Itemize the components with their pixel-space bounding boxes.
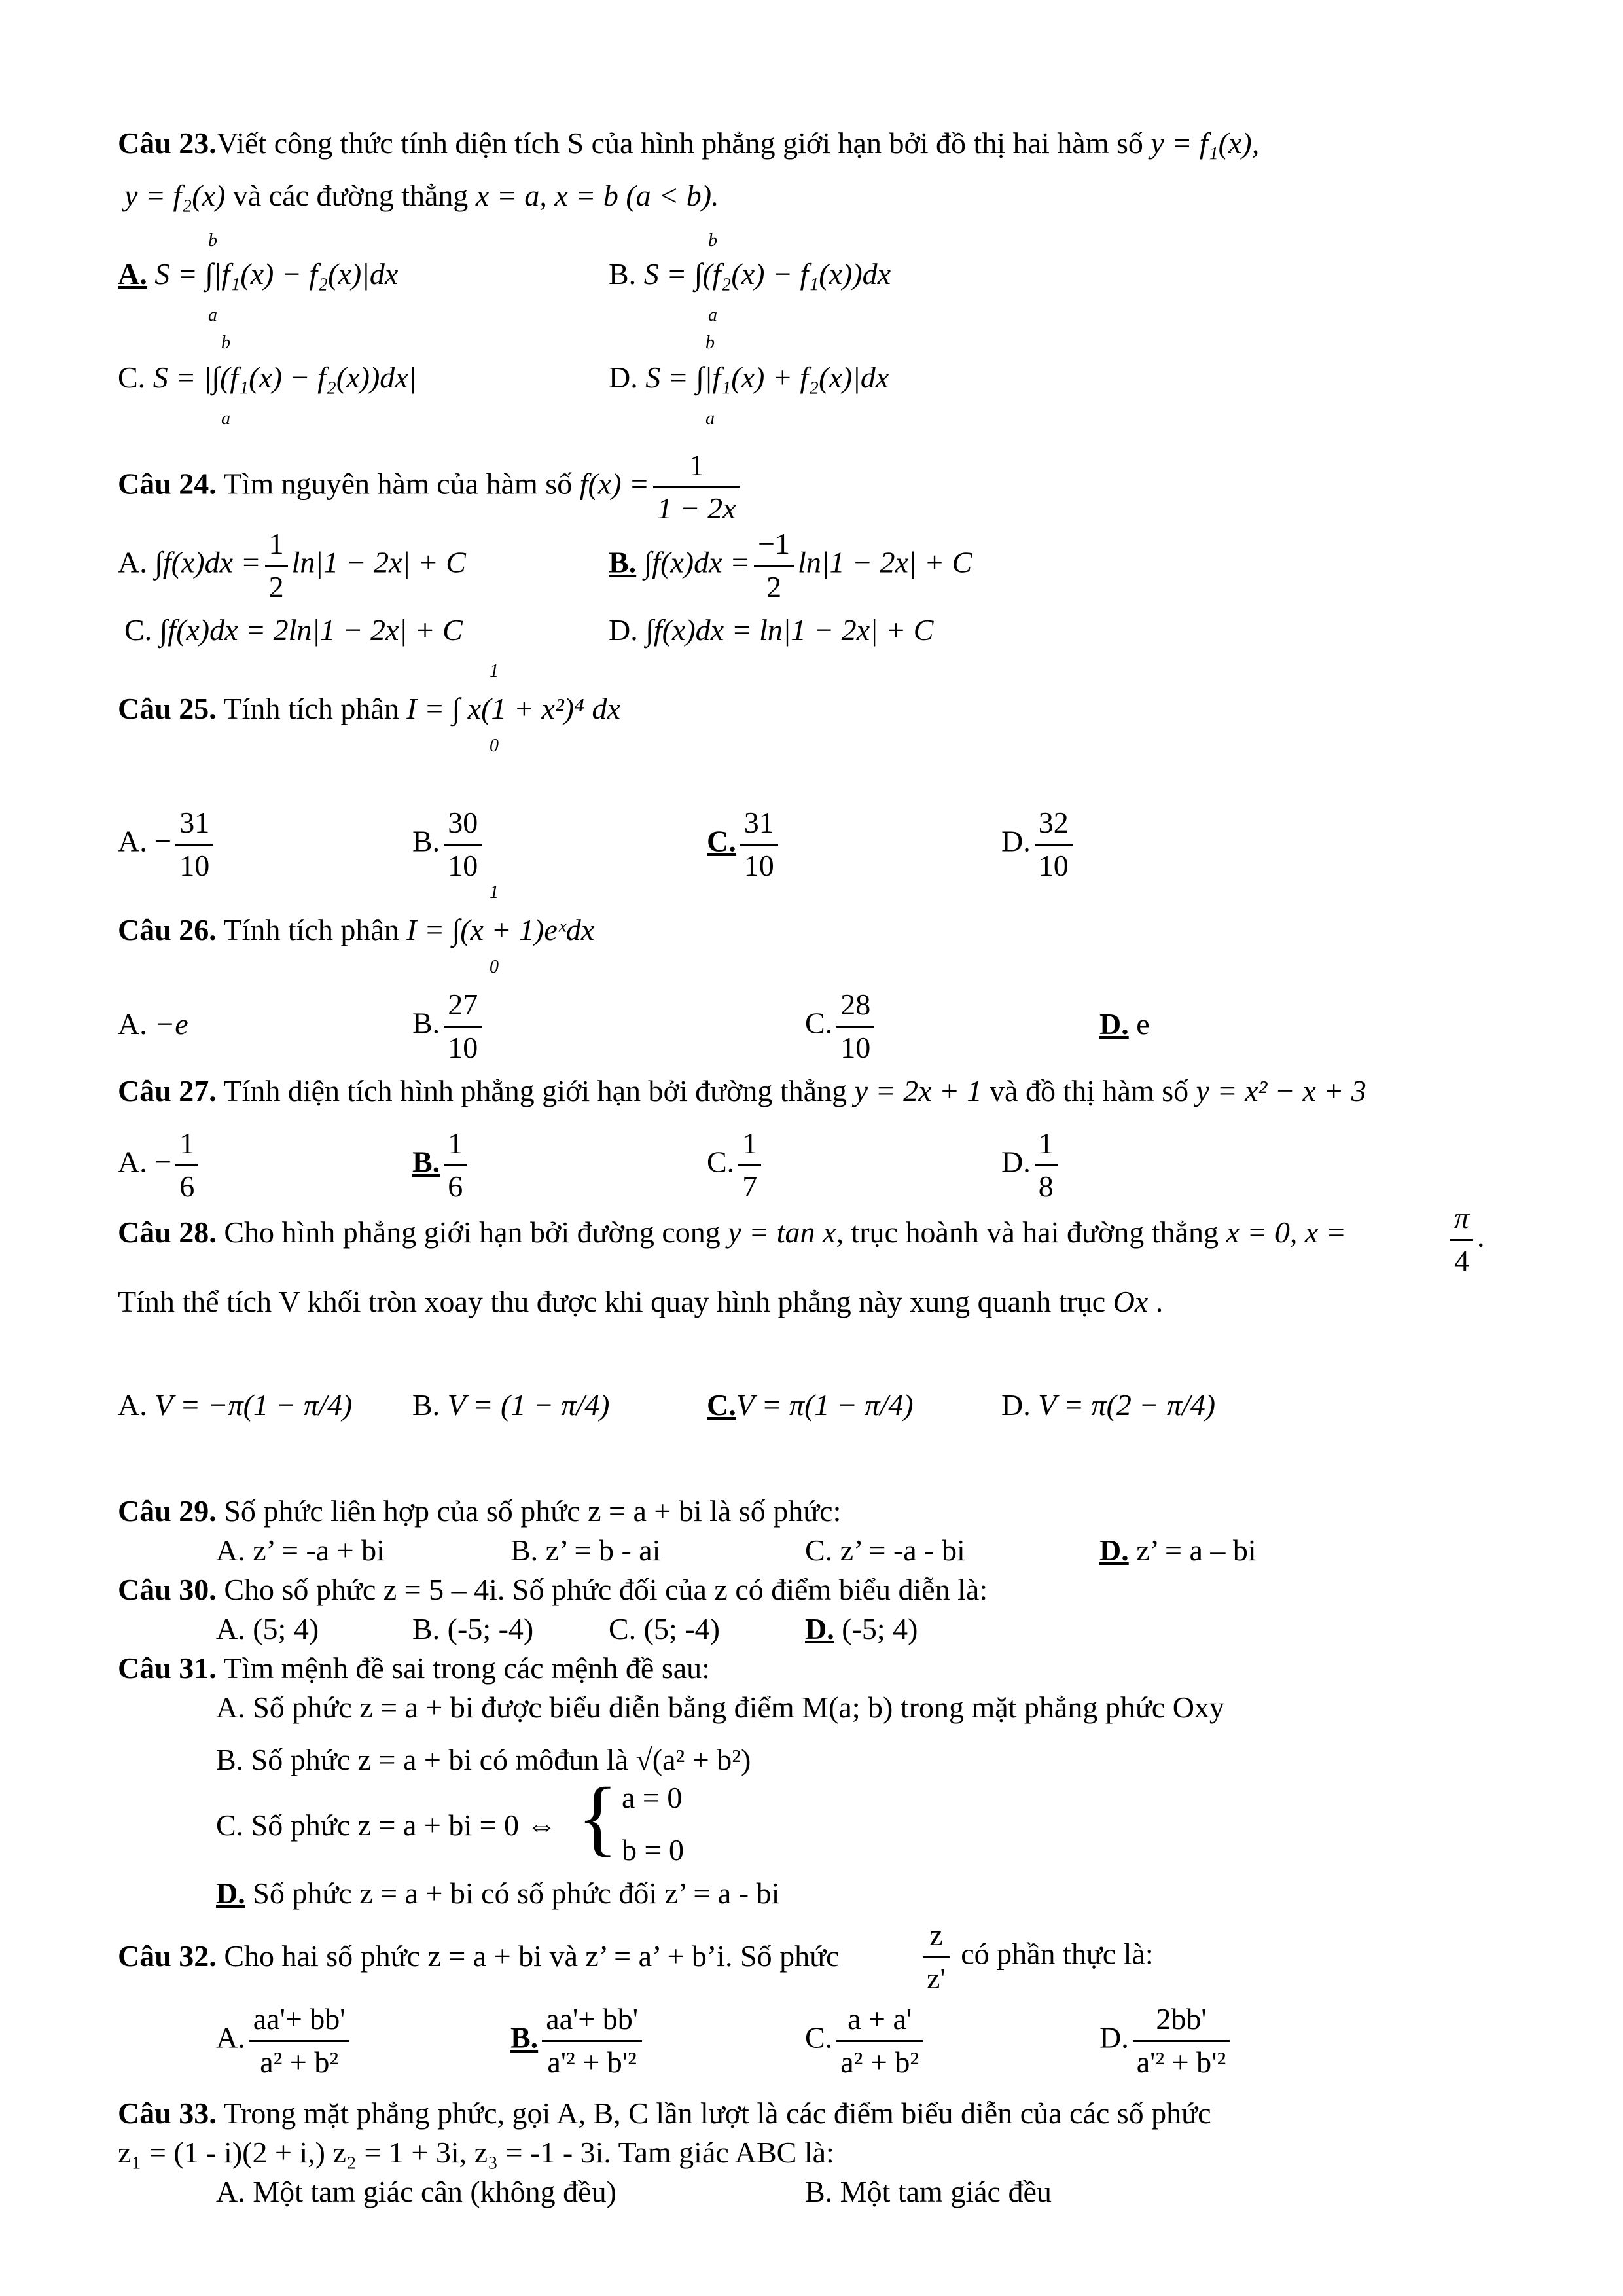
q23-c-lower: a — [221, 408, 230, 429]
q24-b-post: ln|1 − 2x| + C — [798, 545, 972, 579]
q23-line2 — [124, 181, 719, 211]
q23-a-lower: a — [208, 305, 217, 325]
q24-option-a[interactable] — [118, 528, 466, 603]
q26-expr: I = ∫(x + 1)eˣdx — [406, 913, 595, 946]
q30-option-b[interactable]: B. (-5; -4) — [412, 1612, 534, 1645]
q28-option-b[interactable] — [412, 1390, 610, 1420]
q26-a-val: −e — [154, 1007, 188, 1041]
q28-text: Cho hình phẳng giới hạn bởi đường cong — [224, 1215, 721, 1249]
q28-pi: π — [1450, 1202, 1473, 1241]
q25-d-num: 32 — [1035, 806, 1073, 846]
q28-label: Câu 28. — [118, 1215, 217, 1249]
q30-option-a[interactable]: A. (5; 4) — [216, 1612, 319, 1645]
q28-axis: Ox — [1113, 1285, 1149, 1318]
q28-line2-text: Tính thể tích V khối tròn xoay thu được khi quay hình phẳng này xung quanh trục — [118, 1285, 1106, 1318]
q28-a-label: A. — [118, 1388, 147, 1422]
q32-text: Cho hai số phức z = a + bi và z’ = a’ + b’i. Số phức — [224, 1939, 840, 1973]
q28-option-d[interactable] — [1001, 1390, 1215, 1420]
q26-b-label: B. — [412, 1006, 440, 1040]
q23-option-b[interactable] — [609, 259, 891, 289]
q29-option-b[interactable]: B. z’ = b - ai — [510, 1534, 661, 1567]
q31-b-text: B. Số phức z = a + bi có môđun là — [216, 1743, 629, 1776]
q31-c-text: C. Số phức z = a + bi = 0 ⇔ — [216, 1808, 557, 1842]
q26-text: Tính tích phân — [223, 913, 399, 946]
q27-curve: y = x² − x + 3 — [1196, 1074, 1366, 1107]
q28-b-label: B. — [412, 1388, 440, 1422]
q25-a-label: A. — [118, 824, 147, 858]
q32-b-label: B. — [510, 2020, 539, 2054]
q28-b-expr: V = (1 − π/4) — [447, 1388, 610, 1422]
q25-c-den: 10 — [743, 848, 774, 882]
q27-a-frac — [175, 1127, 198, 1203]
q23-f2: y = f₂(x) — [124, 179, 226, 212]
q25-text: Tính tích phân — [223, 692, 399, 725]
q31-option-d[interactable] — [216, 1878, 779, 1909]
q32-frac-den: z' — [927, 1961, 946, 1995]
q23-c-label: C. — [118, 361, 146, 394]
q26-upper: 1 — [490, 882, 499, 903]
q23-b-label: B. — [609, 257, 637, 291]
q27-a-label: A. — [118, 1145, 147, 1179]
q23-f1: y = f₁(x), — [1150, 126, 1260, 160]
q24-option-b[interactable] — [609, 528, 972, 603]
q32-a-den: a² + b² — [260, 2045, 339, 2079]
q32-option-d[interactable] — [1099, 2003, 1234, 2079]
q24-label: Câu 24. — [118, 467, 217, 501]
q27-option-a[interactable] — [118, 1127, 202, 1203]
q29-label: Câu 29. — [118, 1494, 217, 1528]
q32-option-c[interactable] — [805, 2003, 927, 2079]
q26-c-label: C. — [805, 1006, 833, 1040]
q27-c-den: 7 — [742, 1169, 758, 1203]
q24-fraction — [653, 449, 740, 525]
q28-four: 4 — [1454, 1244, 1470, 1278]
q32-tail: có phần thực là: — [961, 1937, 1154, 1971]
q27-d-frac — [1035, 1127, 1058, 1203]
q26-b-den: 10 — [448, 1030, 478, 1064]
q25-b-label: B. — [412, 824, 440, 858]
q27-stem — [118, 1076, 1366, 1106]
q31-d-label: D. — [216, 1876, 245, 1910]
q25-d-label: D. — [1001, 824, 1031, 858]
q24-option-d[interactable] — [609, 615, 933, 645]
q26-option-a[interactable] — [118, 1009, 188, 1039]
q23-text: Viết công thức tính diện tích S của hình phẳng giới hạn bởi đồ thị hai hàm số — [216, 126, 1143, 160]
q28-bound-frac: $\frac{\pi}{4}$ . — [1446, 1202, 1485, 1278]
q29-option-d[interactable] — [1099, 1535, 1257, 1566]
q26-b-frac — [444, 988, 482, 1064]
q30-text: Cho số phức z = 5 – 4i. Số phức đối của z có điểm biểu diễn là: — [224, 1573, 988, 1606]
q23-d-label: D. — [609, 361, 638, 394]
q23-a-expr: S = ∫|f₁(x) − f₂(x)|dx — [154, 257, 399, 291]
q24-d-label: D. — [609, 613, 638, 647]
q24-a-label: A. — [118, 545, 147, 579]
q23-option-a[interactable] — [118, 259, 398, 289]
q25-b-num: 30 — [444, 806, 482, 846]
q27-c-num: 1 — [738, 1127, 761, 1166]
q26-lower: 0 — [490, 957, 499, 977]
q24-fx: f(x) = — [579, 467, 650, 501]
q28-line2: Tính thể tích V khối tròn xoay thu được khi quay hình phẳng này xung quanh trục Ox . — [118, 1285, 1164, 1318]
q28-d-label: D. — [1001, 1388, 1031, 1422]
q31-option-b[interactable] — [216, 1745, 751, 1775]
q26-option-c[interactable] — [805, 988, 878, 1064]
q23-d-expr: S = ∫|f₁(x) + f₂(x)|dx — [645, 361, 889, 394]
q23-a-upper: b — [208, 230, 217, 251]
q24-b-pre: ∫f(x)dx = — [643, 545, 751, 579]
q30-label: Câu 30. — [118, 1573, 217, 1606]
q23-b-expr: S = ∫(f₂(x) − f₁(x))dx — [643, 257, 891, 291]
q33-label: Câu 33. — [118, 2096, 217, 2130]
q24-a-post: ln|1 − 2x| + C — [291, 545, 466, 579]
q25-option-d[interactable] — [1001, 806, 1077, 882]
q28-option-a[interactable] — [118, 1390, 352, 1420]
q31-d-text: Số phức z = a + bi có số phức đối z’ = a - bi — [253, 1876, 780, 1910]
q28-mid: , trục hoành và hai đường thẳng — [836, 1215, 1219, 1249]
q25-a-frac — [175, 806, 213, 882]
q27-text: Tính diện tích hình phẳng giới hạn bởi đường thẳng — [223, 1074, 847, 1107]
q23-bounds: x = a, x = b (a < b). — [475, 179, 719, 212]
q25-stem — [118, 694, 620, 724]
q28-curve: y = tan x — [728, 1215, 836, 1249]
q32-b-num: aa'+ bb' — [542, 2003, 642, 2042]
q23-b-lower: a — [708, 305, 717, 325]
q31-option-a[interactable]: A. Số phức z = a + bi được biểu diễn bằng điểm M(a; b) trong mặt phẳng phức Oxy — [216, 1691, 1224, 1724]
q27-b-num: 1 — [444, 1127, 467, 1166]
q32-b-den: a'² + b'² — [547, 2045, 637, 2079]
q23-line2-text: và các đường thẳng — [232, 179, 469, 212]
q26-c-frac — [836, 988, 874, 1064]
q25-d-den: 10 — [1038, 848, 1069, 882]
q33-option-b[interactable]: B. Một tam giác đều — [805, 2175, 1052, 2208]
q24-d-expr: ∫f(x)dx = ln|1 − 2x| + C — [645, 613, 934, 647]
q24-stem — [118, 449, 744, 525]
q27-line: y = 2x + 1 — [854, 1074, 982, 1107]
q24-b-label: B. — [609, 545, 637, 579]
q27-b-den: 6 — [448, 1169, 463, 1203]
q32-d-frac — [1133, 2003, 1230, 2079]
q25-b-den: 10 — [448, 848, 478, 882]
q29-option-c[interactable]: C. z’ = -a - bi — [805, 1534, 965, 1567]
q32-option-a[interactable] — [216, 2003, 353, 2079]
q23-option-d[interactable] — [609, 363, 889, 393]
q27-mid: và đồ thị hàm số — [990, 1074, 1189, 1107]
q32-a-frac — [249, 2003, 349, 2079]
q24-b-den: 2 — [766, 569, 782, 603]
q25-label: Câu 25. — [118, 692, 217, 725]
q27-option-b[interactable] — [412, 1127, 471, 1203]
q32-c-frac — [836, 2003, 923, 2079]
q30-stem — [118, 1575, 988, 1605]
q26-option-d[interactable] — [1099, 1009, 1150, 1039]
q30-option-d[interactable] — [805, 1614, 918, 1644]
q27-d-den: 8 — [1038, 1169, 1054, 1203]
q33-stem — [118, 2098, 1211, 2128]
q25-lower: 0 — [490, 736, 499, 756]
q32-zz-frac — [919, 1919, 1154, 1995]
q28-a-expr: V = −π(1 − π/4) — [154, 1388, 353, 1422]
q29-d-label: D. — [1099, 1534, 1129, 1567]
q32-d-label: D. — [1099, 2020, 1129, 2054]
q25-a-num: 31 — [175, 806, 213, 846]
q32-d-den: a'² + b'² — [1136, 2045, 1226, 2079]
q31-brace: { — [577, 1770, 618, 1865]
q28-stem — [118, 1217, 1346, 1247]
q31-stem — [118, 1653, 710, 1683]
q26-c-den: 10 — [840, 1030, 871, 1064]
q31-option-c[interactable] — [216, 1810, 557, 1840]
q30-option-c[interactable]: C. (5; -4) — [609, 1612, 720, 1645]
q27-a-num: 1 — [175, 1127, 198, 1166]
q31-c-sys1: a = 0 — [622, 1781, 683, 1814]
q32-c-label: C. — [805, 2020, 833, 2054]
q23-d-upper: b — [705, 332, 715, 353]
q25-expr: I = ∫ x(1 + x²)⁴ dx — [406, 692, 620, 725]
q24-text: Tìm nguyên hàm của hàm số — [223, 467, 573, 501]
q24-a-num: 1 — [265, 528, 288, 567]
q27-c-frac — [738, 1127, 761, 1203]
q24-option-c[interactable] — [124, 615, 463, 645]
q33-text: Trong mặt phẳng phức, gọi A, B, C lần lượt là các điểm biểu diễn của các số phức — [223, 2096, 1211, 2130]
q31-b-expr: √(a² + b²) — [635, 1743, 751, 1776]
q32-a-label: A. — [216, 2020, 245, 2054]
q25-option-b[interactable] — [412, 806, 486, 882]
q32-c-den: a² + b² — [840, 2045, 919, 2079]
q23-stem — [118, 128, 1259, 158]
q27-c-label: C. — [707, 1145, 735, 1179]
q25-c-num: 31 — [740, 806, 778, 846]
q23-a-label: A. — [118, 257, 147, 291]
q26-label: Câu 26. — [118, 913, 217, 946]
q29-d-text: z’ = a – bi — [1136, 1534, 1257, 1567]
q28-d-expr: V = π(2 − π/4) — [1038, 1388, 1216, 1422]
q33-option-a[interactable]: A. Một tam giác cân (không đều) — [216, 2175, 616, 2208]
q25-b-frac — [444, 806, 482, 882]
q23-c-expr: S = |∫(f₁(x) − f₂(x))dx| — [152, 361, 417, 394]
q29-option-a[interactable]: A. z’ = -a + bi — [216, 1534, 385, 1567]
q25-a-den: 10 — [179, 848, 210, 882]
q27-option-c[interactable] — [707, 1127, 765, 1203]
q28-option-c[interactable] — [707, 1390, 914, 1420]
q27-a-den: 6 — [179, 1169, 195, 1203]
q26-d-label: D. — [1099, 1007, 1129, 1041]
q23-d-lower: a — [705, 408, 715, 429]
q27-d-num: 1 — [1035, 1127, 1058, 1166]
q27-b-frac — [444, 1127, 467, 1203]
q32-b-frac — [542, 2003, 642, 2079]
q24-c-label: C. — [124, 613, 152, 647]
q23-label: Câu 23. — [118, 126, 217, 160]
q26-stem — [118, 915, 594, 945]
q32-label: Câu 32. — [118, 1939, 217, 1973]
q25-upper: 1 — [490, 661, 499, 681]
q26-b-num: 27 — [444, 988, 482, 1028]
q24-a-frac — [265, 528, 288, 603]
q32-stem — [118, 1941, 839, 1971]
q33-line2: z₁ = (1 - i)(2 + i,) z₂ = 1 + 3i, z₃ = -1 - 3i. Tam giác ABC là: — [118, 2136, 834, 2169]
q32-d-num: 2bb' — [1133, 2003, 1230, 2042]
q31-c-sys2: b = 0 — [622, 1833, 684, 1867]
q25-option-c[interactable] — [707, 806, 782, 882]
q24-den: 1 − 2x — [657, 491, 736, 525]
q27-option-d[interactable] — [1001, 1127, 1061, 1203]
q32-a-num: aa'+ bb' — [249, 2003, 349, 2042]
q32-option-b[interactable] — [510, 2003, 646, 2079]
q27-a-sign: − — [154, 1145, 172, 1179]
q32-frac-num: z — [923, 1919, 950, 1958]
q24-a-den: 2 — [268, 569, 284, 603]
q24-num: 1 — [653, 449, 740, 488]
q24-b-num: −1 — [754, 528, 794, 567]
q24-b-frac — [754, 528, 794, 603]
q29-stem — [118, 1496, 841, 1526]
q24-a-pre: ∫f(x)dx = — [154, 545, 261, 579]
q25-c-frac — [740, 806, 778, 882]
q26-a-label: A. — [118, 1007, 147, 1041]
q27-label: Câu 27. — [118, 1074, 217, 1107]
q29-text: Số phức liên hợp của số phức z = a + bi là số phức: — [224, 1494, 842, 1528]
q28-c-label: C. — [707, 1388, 736, 1422]
q31-text: Tìm mệnh đề sai trong các mệnh đề sau: — [223, 1651, 710, 1685]
q27-b-label: B. — [412, 1145, 440, 1179]
q25-c-label: C. — [707, 824, 736, 858]
q30-d-label: D. — [805, 1612, 834, 1645]
q23-c-upper: b — [221, 332, 230, 353]
q28-c-expr: V = π(1 − π/4) — [736, 1388, 914, 1422]
q25-option-a[interactable] — [118, 806, 217, 882]
q32-c-num: a + a' — [836, 2003, 923, 2042]
q26-option-b[interactable] — [412, 988, 486, 1064]
q25-d-frac — [1035, 806, 1073, 882]
q27-d-label: D. — [1001, 1145, 1031, 1179]
q25-a-sign: − — [154, 824, 172, 858]
q30-d-text: (-5; 4) — [842, 1612, 918, 1645]
q31-label: Câu 31. — [118, 1651, 217, 1685]
q24-c-expr: ∫f(x)dx = 2ln|1 − 2x| + C — [159, 613, 463, 647]
q23-b-upper: b — [708, 230, 717, 251]
q26-c-num: 28 — [836, 988, 874, 1028]
q28-bounds: x = 0, x = — [1226, 1215, 1346, 1249]
q23-option-c[interactable] — [118, 363, 416, 393]
q26-d-val: e — [1136, 1007, 1150, 1041]
